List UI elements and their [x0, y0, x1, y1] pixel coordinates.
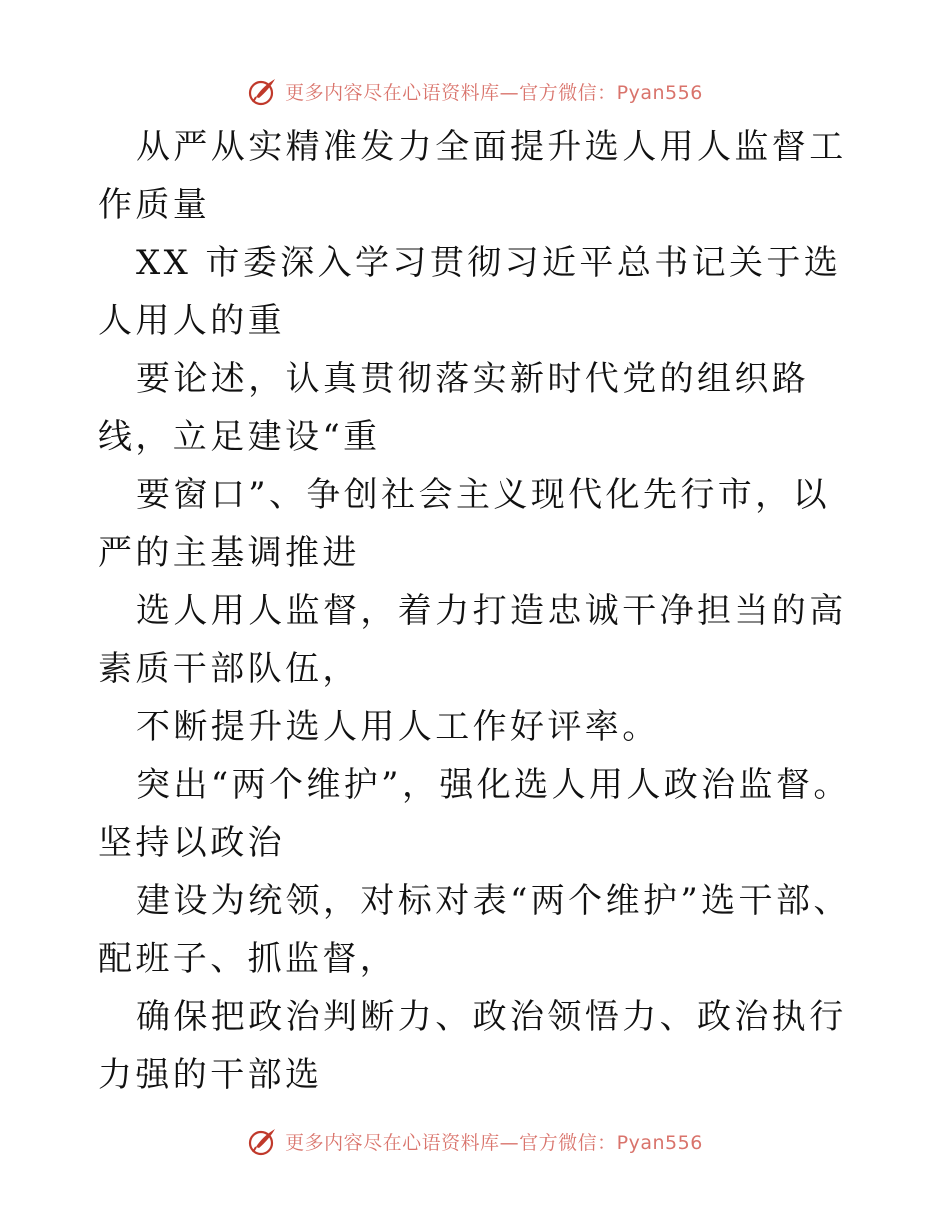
- header-watermark: [0, 71, 950, 111]
- paragraph-line: XX 市委深入学习贯彻习近平总书记关于选人用人的重: [98, 243, 842, 341]
- document-title: 从严从实精准发力全面提升选人用人监督工作质量: [98, 127, 847, 225]
- quill-pen-icon: [247, 1125, 279, 1157]
- paragraph-line: 选人用人监督，着力打造忠诚干净担当的高素质干部队伍，: [98, 591, 847, 689]
- paragraph-line: 要窗口”、争创社会主义现代化先行市，以严的主基调推进: [98, 475, 830, 573]
- watermark-text: 更多内容尽在心语资料库—官方微信：Pyan556: [285, 1131, 703, 1154]
- paragraph-line: 建设为统领，对标对表“两个维护”选干部、配班子、抓监督，: [98, 881, 851, 979]
- footer-watermark: [0, 1121, 950, 1161]
- paragraph-line: 要论述，认真贯彻落实新时代党的组织路线，立足建设“重: [98, 359, 810, 457]
- paragraph-line: 突出“两个维护”，强化选人用人政治监督。坚持以政治: [98, 765, 851, 863]
- document-body: [98, 118, 858, 1104]
- paragraph-line: 确保把政治判断力、政治领悟力、政治执行力强的干部选: [98, 997, 847, 1095]
- quill-pen-icon: [247, 75, 279, 107]
- watermark-text: 更多内容尽在心语资料库—官方微信：Pyan556: [285, 81, 703, 104]
- paragraph-line: 不断提升选人用人工作好评率。: [136, 707, 660, 747]
